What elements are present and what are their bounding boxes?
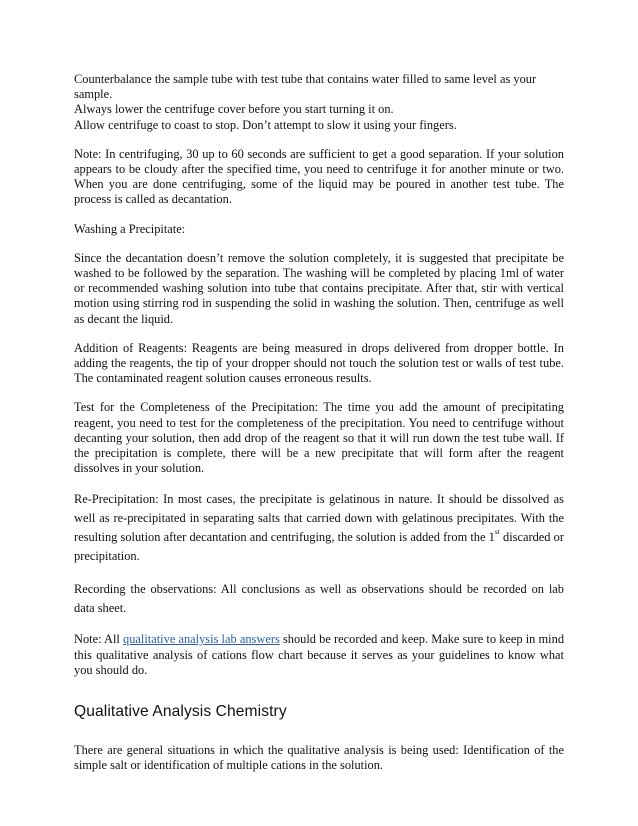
ordinal-superscript: st <box>494 527 500 537</box>
section-heading: Qualitative Analysis Chemistry <box>74 703 287 721</box>
note-prefix: Note: All <box>74 632 124 647</box>
reagents-paragraph: Addition of Reagents: Reagents are being measured in drops delivered from dropper bottle. In adding the reagents, the tip of your dropper should not touch the solution test or walls of test tube. The contaminated reagent solution causes erroneous results. <box>74 340 564 386</box>
intro-paragraph <box>74 72 564 133</box>
recording-paragraph: Recording the observations: All conclusions as well as observations should be recorded on lab data sheet. <box>74 582 564 616</box>
intro-line-counterbalance: Counterbalance the sample tube with test tube that contains water filled to same level as your sample. <box>74 72 537 102</box>
document-page <box>74 72 564 788</box>
washing-paragraph: Since the decantation doesn’t remove the solution completely, it is suggested that precipitate be washed to be followed by the separation. The washing will be completed by placing 1ml of water or recommended washing solution into tube that contains precipitate. After that, stir with vertical motion using stirring rod in suspending the solid in washing the solution. Then, centrifuge as well as decant the liquid. <box>74 250 564 326</box>
intro-line-lower-cover: Always lower the centrifuge cover before you start turning it on. <box>74 102 394 117</box>
note-centrifuging-paragraph: Note: In centrifuging, 30 up to 60 seconds are sufficient to get a good separation. If your solution appears to be cloudy after the specified time, you need to centrifuge it for another minute or two. When you are done centrifuging, some of the liquid may be poured in another test tube. The process is called as decantation. <box>74 146 564 207</box>
washing-heading: Washing a Precipitate: <box>74 221 186 236</box>
note-lab-answers-paragraph <box>74 632 564 678</box>
closing-paragraph: There are general situations in which the qualitative analysis is being used: Identification of the simple salt or identification of multiple cations in the solution. <box>74 743 564 773</box>
note-suffix: should be recorded and keep. Make sure to keep in mind this qualitative analysis of cations flow chart because it serves as your guidelines to know what you should do. <box>74 632 565 677</box>
reprecipitation-paragraph <box>74 490 564 566</box>
reprecipitation-text-end: discarded or precipitation. <box>74 530 564 564</box>
intro-line-coast-stop: Allow centrifuge to coast to stop. Don’t attempt to slow it using your fingers. <box>74 117 457 132</box>
reprecipitation-text: Re-Precipitation: In most cases, the precipitate is gelatinous in nature. It should be dissolved as well as re-precipitated in separating salts that carried down with gelatinous precipitates. With the resulting solution after decantation and centrifuging, the solution is added from the 1 <box>74 492 564 545</box>
lab-answers-link[interactable]: qualitative analysis lab answers <box>123 632 280 647</box>
completeness-paragraph: Test for the Completeness of the Precipitation: The time you add the amount of precipitating reagent, you need to test for the completeness of the precipitation. You need to centrifuge without decanting your solution, then add drop of the reagent so that it will run down the test tube wall. If the precipitation is complete, there will be a new precipitate that will form after the reagent dissolves in your solution. <box>74 400 564 476</box>
